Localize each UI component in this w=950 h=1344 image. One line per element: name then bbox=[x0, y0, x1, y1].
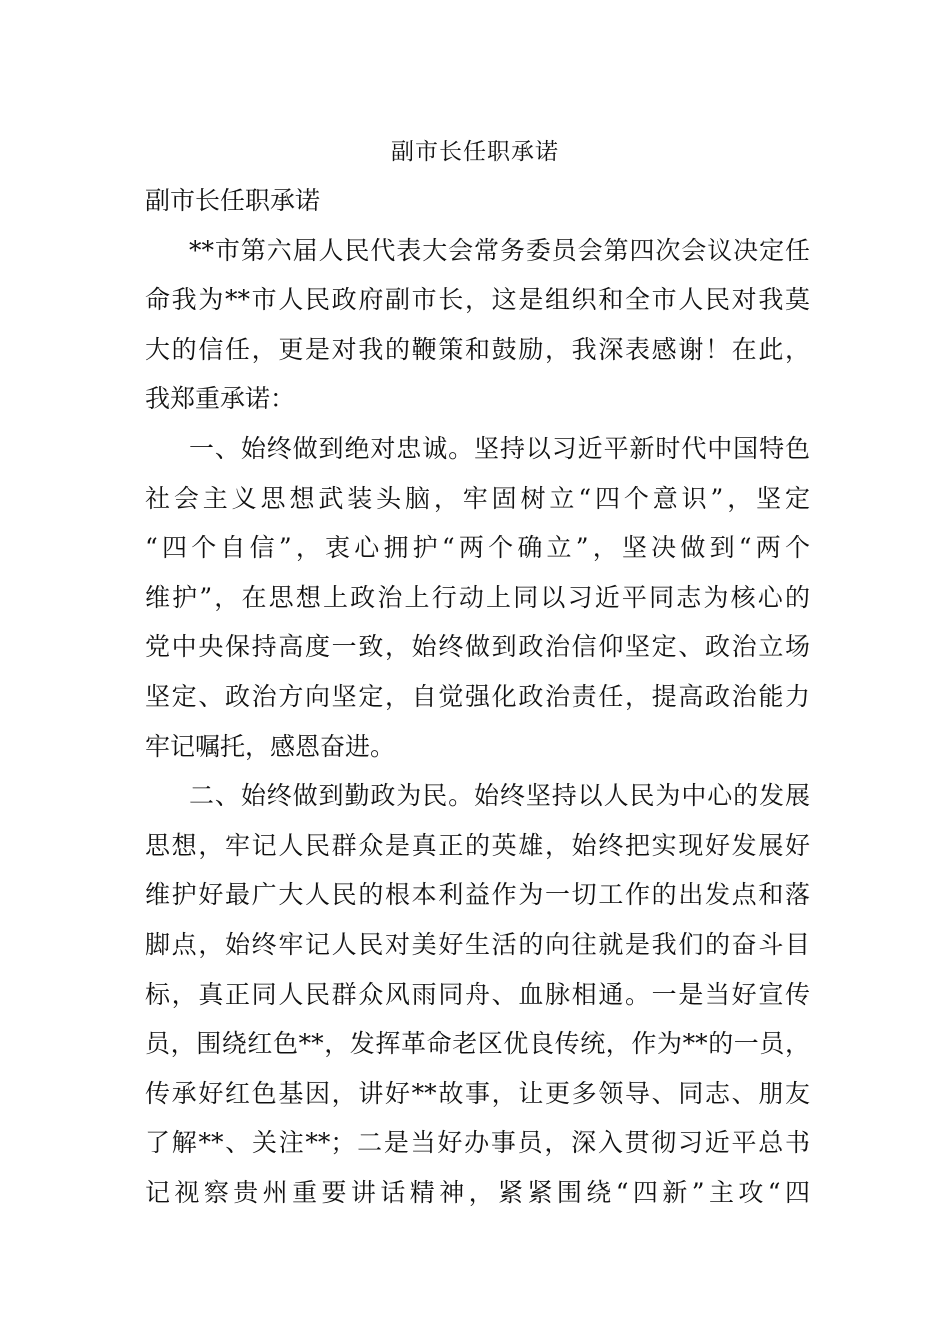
paragraph-line: 一、始终做到绝对忠诚。坚持以习近平新时代中国特色 bbox=[189, 433, 810, 463]
paragraph-line: **市第六届人民代表大会常务委员会第四次会议决定任 bbox=[189, 235, 810, 265]
paragraph-line: 脚点，始终牢记人民对美好生活的向往就是我们的奋斗目 bbox=[145, 929, 810, 959]
paragraph-line: “四个自信”，衷心拥护“两个确立”，坚决做到“两个 bbox=[145, 533, 810, 563]
paragraph-line: 标，真正同人民群众风雨同舟、血脉相通。一是当好宣传 bbox=[145, 979, 810, 1009]
paragraph-line: 维护好最广大人民的根本利益作为一切工作的出发点和落 bbox=[145, 880, 810, 910]
paragraph-line: 社会主义思想武装头脑，牢固树立“四个意识”，坚定 bbox=[145, 483, 810, 513]
paragraph-line: 员，围绕红色**，发挥革命老区优良传统，作为**的一员， bbox=[145, 1029, 810, 1059]
paragraph-line: 维护”，在思想上政治上行动上同以习近平同志为核心的 bbox=[145, 582, 810, 612]
paragraph-line: 坚定、政治方向坚定，自觉强化政治责任，提高政治能力 bbox=[145, 681, 810, 711]
paragraph-line: 传承好红色基因，讲好**故事，让更多领导、同志、朋友 bbox=[145, 1078, 810, 1108]
paragraph-line: 二、始终做到勤政为民。始终坚持以人民为中心的发展 bbox=[189, 781, 810, 811]
document-body bbox=[145, 176, 810, 1217]
paragraph-line: 命我为**市人民政府副市长，这是组织和全市人民对我莫 bbox=[145, 285, 810, 315]
paragraph-line: 大的信任，更是对我的鞭策和鼓励，我深表感谢！在此， bbox=[145, 334, 810, 364]
paragraph-line: 党中央保持高度一致，始终做到政治信仰坚定、政治立场 bbox=[145, 632, 810, 662]
paragraph-line: 了解**、关注**；二是当好办事员，深入贯彻习近平总书 bbox=[145, 1128, 810, 1158]
paragraph-line: 我郑重承诺： bbox=[145, 384, 296, 414]
paragraph-line: 思想，牢记人民群众是真正的英雄，始终把实现好发展好 bbox=[145, 830, 810, 860]
subtitle-line: 副市长任职承诺 bbox=[145, 186, 321, 215]
page-title: 副市长任职承诺 bbox=[391, 139, 559, 165]
paragraph-line: 记视察贵州重要讲话精神，紧紧围绕“四新”主攻“四 bbox=[145, 1177, 810, 1207]
paragraph-line: 牢记嘱托，感恩奋进。 bbox=[145, 731, 396, 761]
